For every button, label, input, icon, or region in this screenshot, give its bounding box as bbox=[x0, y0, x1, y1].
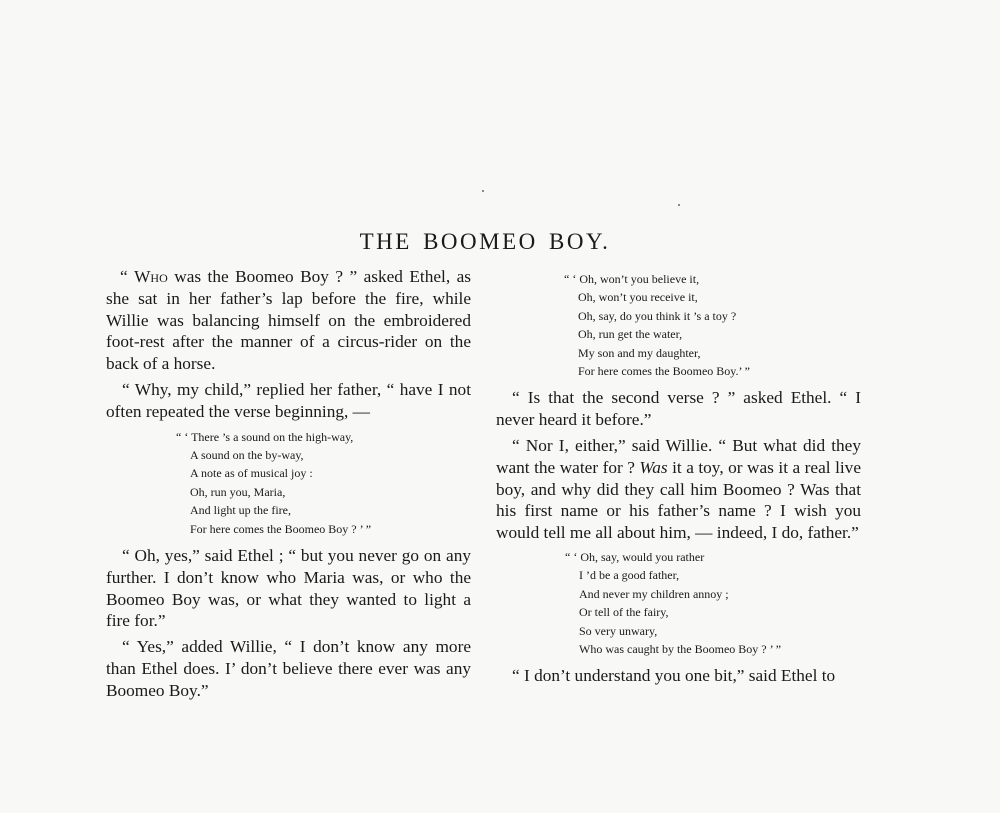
paper-speck bbox=[678, 204, 680, 206]
verse-line: Or tell of the fairy, bbox=[579, 605, 669, 620]
verse-line: So very unwary, bbox=[579, 623, 658, 638]
verse-line: Oh, won’t you receive it, bbox=[578, 290, 698, 305]
paragraph-text: “ Nor I, either,” said Willie. “ But what did they want the water for ? bbox=[496, 436, 861, 477]
verse-line: “ ‘ There ’s a sound on the high-way, bbox=[176, 429, 354, 444]
paragraph: “ Why, my child,” replied her father, “ have I not often repeated the verse beginning, — bbox=[106, 379, 471, 421]
right-column bbox=[496, 270, 861, 691]
paragraph-text: was the Boomeo Boy ? ” asked Ethel, as she sat in her father’s lap before the fire, while Willie was balancing himself on the embroidered foot-rest after the manner of a circus-rider on the back of a horse. bbox=[106, 267, 471, 374]
paper-speck bbox=[482, 190, 484, 192]
paragraph bbox=[496, 435, 861, 544]
italic-word: Was bbox=[639, 457, 668, 477]
paragraph: “ Yes,” added Willie, “ I don’t know any more than Ethel does. I’ don’t believe there ever was any Boomeo Boy.” bbox=[106, 637, 471, 700]
small-caps-lead: Who bbox=[134, 267, 168, 286]
verse-line: “ ‘ Oh, say, would you rather bbox=[565, 550, 705, 565]
paragraph-text: it a toy, or was it a real live boy, and why did they call him Boomeo ? Was that his first name or his father’s name ? I wish you would tell me all about him, — indeed, I do, father.” bbox=[496, 457, 861, 543]
verse-line: Oh, say, do you think it ’s a toy ? bbox=[578, 308, 737, 323]
verse-line: Oh, run you, Maria, bbox=[190, 484, 286, 499]
verse-line: A note as of musical joy : bbox=[190, 466, 313, 481]
paragraph: “ Who was the Boomeo Boy ? ” asked Ethel, as she sat in her father’s lap before the fire, while Willie was balancing himself on the embroidered foot-rest after the manner of a circus-rider on the back of a horse. bbox=[106, 267, 471, 374]
paragraph: “ Oh, yes,” said Ethel ; “ but you never go on any further. I don’t know who Maria was, or who the Boomeo Boy was, or what they wanted to light a fire for.” bbox=[106, 546, 471, 631]
verse-block bbox=[496, 548, 861, 658]
verse-block bbox=[106, 428, 471, 538]
page-title: THE BOOMEO BOY. bbox=[359, 229, 611, 255]
verse-line: Who was caught by the Boomeo Boy ? ’ ” bbox=[579, 642, 782, 657]
verse-line: And light up the fire, bbox=[190, 503, 291, 518]
verse-line: And never my children annoy ; bbox=[579, 586, 729, 601]
paragraph: “ Is that the second verse ? ” asked Ethel. “ I never heard it before.” bbox=[496, 388, 861, 430]
verse-line: My son and my daughter, bbox=[578, 345, 701, 360]
verse-line: “ ‘ Oh, won’t you believe it, bbox=[564, 272, 700, 286]
left-column bbox=[106, 266, 471, 706]
verse-line: A sound on the by-way, bbox=[190, 447, 304, 462]
verse-block bbox=[496, 270, 861, 380]
verse-line: For here comes the Boomeo Boy ? ’ ” bbox=[190, 521, 372, 536]
verse-line: I ’d be a good father, bbox=[579, 568, 680, 583]
paragraph: “ I don’t understand you one bit,” said Ethel to bbox=[512, 666, 836, 686]
verse-line: For here comes the Boomeo Boy.’ ” bbox=[578, 364, 750, 379]
verse-line: Oh, run get the water, bbox=[578, 327, 683, 342]
